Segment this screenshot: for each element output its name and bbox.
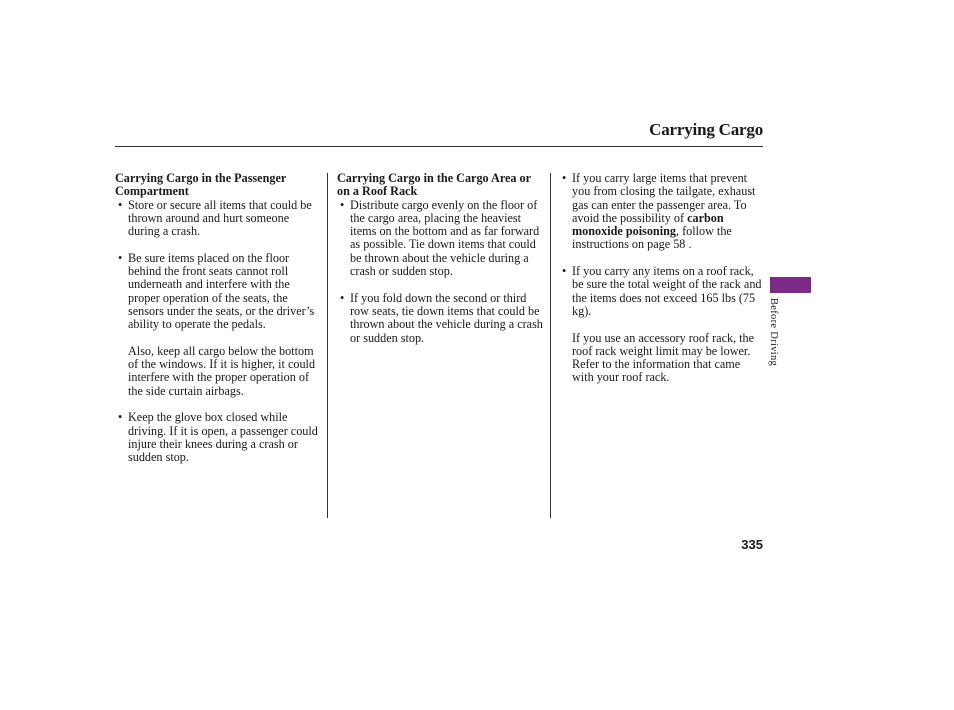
warning-emphasis: carbon monoxide poisoning <box>572 210 724 239</box>
section-heading-passenger: Carrying Cargo in the Passenger Compartment <box>115 171 287 199</box>
bullet-item: • If you fold down the second or third row seats, tie down items that could be thrown about the vehicle during a crash or sudden stop. <box>337 292 543 345</box>
section-heading-cargo-area: Carrying Cargo in the Cargo Area or on a Roof Rack <box>337 171 531 199</box>
bullet-text: If you carry large items that prevent you from closing the tailgate, exhaust gas can enter the passenger area. To avoid the possibility of <box>572 171 756 225</box>
title-divider <box>115 146 763 147</box>
column-divider <box>327 173 328 518</box>
section-tab <box>770 277 811 293</box>
bullet-item: • Keep the glove box closed while driving. If it is open, a passenger could injure their knees during a crash or sudden stop. <box>115 411 323 464</box>
column-passenger-compartment <box>115 172 323 478</box>
column-large-items <box>559 172 763 398</box>
bullet-continuation: Also, keep all cargo below the bottom of the windows. If it is higher, it could interfere with the proper operation of the side curtain airbags. <box>128 343 316 398</box>
bullet-continuation: If you use an accessory roof rack, the roof rack weight limit may be lower. Refer to the information that came with your roof rack. <box>572 330 755 385</box>
page-reference-link[interactable]: , follow the instructions on page 58 . <box>572 224 732 252</box>
page-number: 335 <box>741 537 763 552</box>
bullet-item: • Distribute cargo evenly on the floor of the cargo area, placing the heaviest items on the bottom and as far forward as possible. Tie down items that could be thrown about the vehicle during a crash or sudden stop. <box>337 199 543 279</box>
bullet-item: • Be sure items placed on the floor behind the front seats cannot roll underneath and interfere with the proper operation of the seats, the sensors under the seats, or the driver’s ability to operate the pedals. <box>115 252 323 332</box>
page-title: Carrying Cargo <box>649 120 763 139</box>
bullet-item: • If you carry any items on a roof rack, be sure the total weight of the rack and the items does not exceed 165 lbs (75 kg). <box>559 265 763 318</box>
bullet-item <box>559 172 763 252</box>
section-tab-label: Before Driving <box>768 298 779 367</box>
column-cargo-area <box>337 172 543 358</box>
column-divider <box>550 173 551 518</box>
bullet-item: • Store or secure all items that could be thrown around and hurt someone during a crash. <box>115 199 323 239</box>
